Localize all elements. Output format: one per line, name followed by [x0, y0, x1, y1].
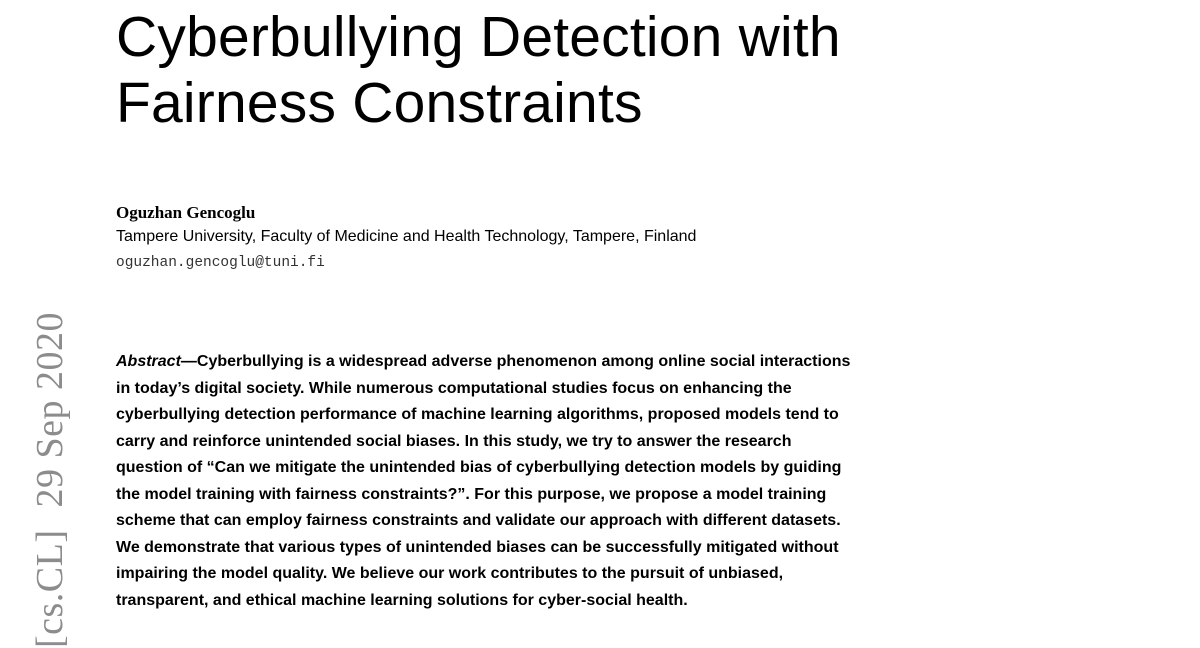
author-affiliation: Tampere University, Faculty of Medicine and Health Technology, Tampere, Finland	[116, 228, 697, 245]
abstract-first-line-text: Cyberbullying is a widespread adverse phenomenon among online social interactions	[196, 353, 851, 370]
abstract-line: carry and reinforce unintended social biases. In this study, we try to answer the research	[116, 432, 792, 450]
abstract-dash: —	[180, 353, 197, 370]
abstract-line: We demonstrate that various types of unintended biases can be successfully mitigated without	[116, 538, 839, 556]
paper-title-line-2: Fairness Constraints	[116, 71, 643, 135]
abstract-label: Abstract	[116, 353, 181, 370]
abstract-line: scheme that can employ fairness constraints and validate our approach with different datasets.	[116, 512, 841, 529]
arxiv-category: [cs.CL]	[29, 529, 71, 648]
author-name: Oguzhan Gencoglu	[116, 203, 256, 222]
abstract-line	[116, 349, 996, 376]
paper-title-line-1: Cyberbullying Detection with	[116, 5, 841, 69]
arxiv-date: 29 Sep 2020	[29, 311, 71, 508]
abstract	[116, 349, 996, 614]
abstract-line: in today’s digital society. While numerous computational studies focus on enhancing the	[116, 379, 792, 397]
arxiv-stamp	[30, 312, 70, 648]
abstract-line: impairing the model quality. We believe our work contributes to the pursuit of unbiased,	[116, 565, 784, 582]
paper-title	[116, 4, 1016, 136]
abstract-line: question of “Can we mitigate the unintended bias of cyberbullying detection models by guiding	[116, 459, 842, 476]
abstract-line: the model training with fairness constraints?”. For this purpose, we propose a model training	[116, 485, 827, 503]
abstract-line: cyberbullying detection performance of machine learning algorithms, proposed models tend to	[116, 406, 839, 423]
abstract-line: transparent, and ethical machine learning solutions for cyber-social health.	[116, 591, 688, 609]
author-email[interactable]: oguzhan.gencoglu@tuni.fi	[116, 255, 325, 271]
